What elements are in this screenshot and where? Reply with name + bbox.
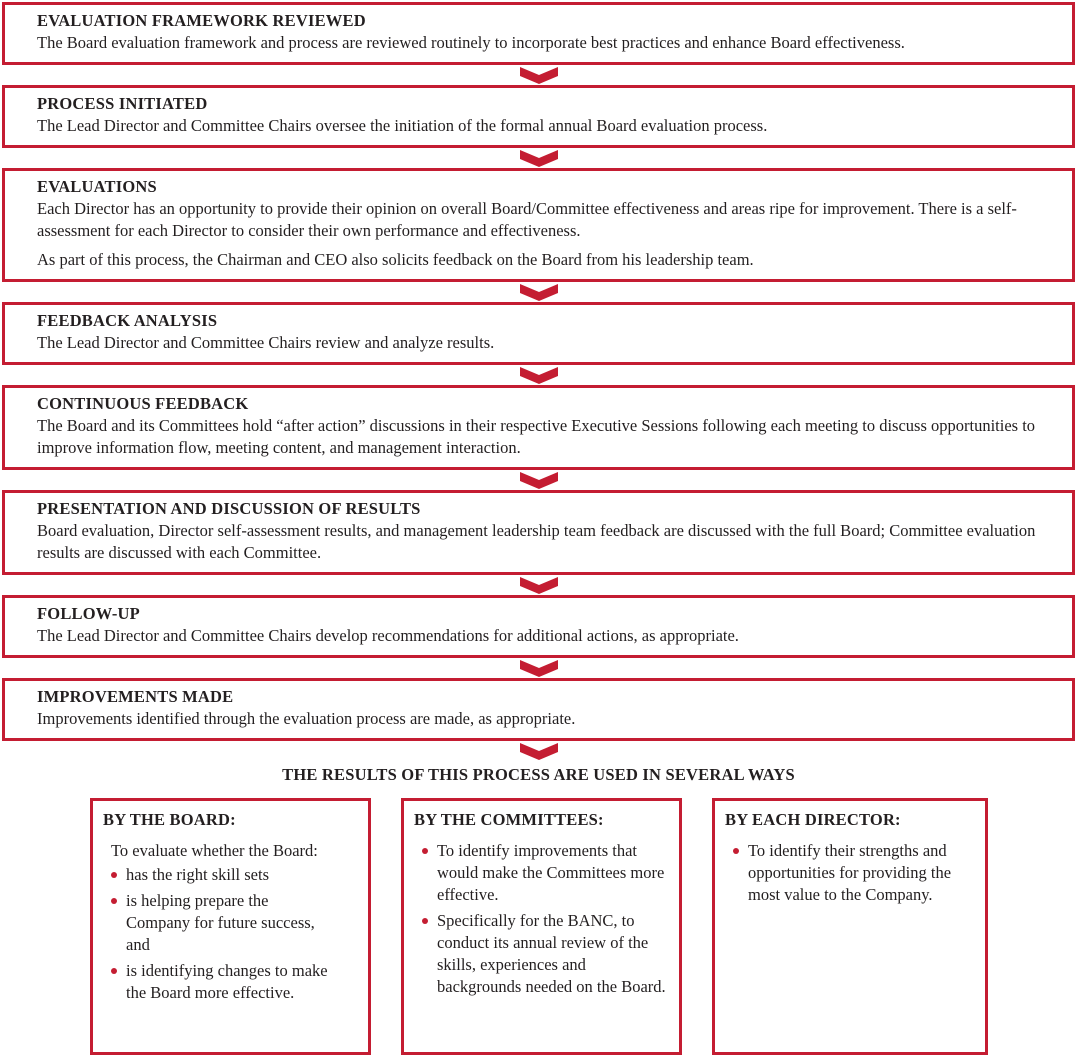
flow-step: [2, 85, 1075, 148]
results-section-title: THE RESULTS OF THIS PROCESS ARE USED IN SEVERAL WAYS: [282, 765, 795, 784]
result-bullet-text: To identify improvements that would make the Committees more effective.: [437, 841, 665, 904]
flow-arrow: [2, 365, 1075, 385]
flow-arrow: [2, 470, 1075, 490]
flow-arrow: [2, 658, 1075, 678]
chevron-down-icon: [520, 284, 558, 301]
result-bullet: [111, 890, 358, 956]
result-bullet: [422, 910, 669, 998]
flow-step: [2, 2, 1075, 65]
result-bullet: [111, 960, 358, 1004]
result-bullet-list: [414, 840, 669, 998]
flow-step: [2, 168, 1075, 282]
chevron-down-icon: [520, 472, 558, 489]
flow-step: [2, 490, 1075, 575]
bullet-dot-icon: [422, 918, 428, 924]
result-box: [712, 798, 988, 1055]
step-description: The Board and its Committees hold “after action” discussions in their respective Executive Sessions following each meeting to discuss opportunities to improve information flow, meeting content, and management interaction.: [37, 416, 1036, 457]
chevron-down-icon: [520, 660, 558, 677]
step-description: Each Director has an opportunity to provide their opinion on overall Board/Committee effectiveness and areas ripe for improvement. There is a self-assessment for each Director to consider their own performance and effectiveness.: [37, 199, 1017, 240]
chevron-down-icon: [520, 367, 558, 384]
result-bullet: [422, 840, 669, 906]
result-box: [401, 798, 682, 1055]
result-box: [90, 798, 371, 1055]
chevron-down-icon: [520, 743, 558, 760]
step-title: IMPROVEMENTS MADE: [37, 687, 234, 706]
step-description: Board evaluation, Director self-assessment results, and management leadership team feedback are discussed with the full Board; Committee evaluation results are discussed with each Committee.: [37, 521, 1036, 562]
bullet-dot-icon: [111, 968, 117, 974]
step-title: FOLLOW-UP: [37, 604, 140, 623]
bullet-dot-icon: [422, 848, 428, 854]
step-title: PROCESS INITIATED: [37, 94, 208, 113]
flow-arrow: [2, 282, 1075, 302]
flow-step: [2, 678, 1075, 741]
step-description: The Lead Director and Committee Chairs develop recommendations for additional actions, as appropriate.: [37, 626, 739, 645]
bullet-dot-icon: [111, 898, 117, 904]
flow-arrow: [2, 65, 1075, 85]
result-bullet: [733, 840, 975, 906]
chevron-down-icon: [520, 577, 558, 594]
result-box-title: BY THE BOARD:: [103, 810, 236, 829]
results-row: [2, 798, 1075, 1055]
flow-step: [2, 595, 1075, 658]
step-description: The Lead Director and Committee Chairs oversee the initiation of the formal annual Board evaluation process.: [37, 116, 768, 135]
step-description: Improvements identified through the evaluation process are made, as appropriate.: [37, 709, 576, 728]
bullet-dot-icon: [733, 848, 739, 854]
step-title: CONTINUOUS FEEDBACK: [37, 394, 249, 413]
result-bullet-text: is identifying changes to make the Board more effective.: [126, 961, 328, 1002]
result-box-intro: To evaluate whether the Board:: [111, 841, 318, 860]
flow-step: [2, 385, 1075, 470]
result-bullet-text: Specifically for the BANC, to conduct its annual review of the skills, experiences and backgrounds needed on the Board.: [437, 911, 666, 996]
step-title: EVALUATIONS: [37, 177, 157, 196]
step-title: EVALUATION FRAMEWORK REVIEWED: [37, 11, 366, 30]
step-title: FEEDBACK ANALYSIS: [37, 311, 218, 330]
bullet-dot-icon: [111, 872, 117, 878]
result-bullet-text: has the right skill sets: [126, 865, 269, 884]
step-description: The Board evaluation framework and process are reviewed routinely to incorporate best practices and enhance Board effectiveness.: [37, 33, 905, 52]
result-bullet: [111, 864, 358, 886]
process-flow: [2, 2, 1075, 761]
result-box-title: BY THE COMMITTEES:: [414, 810, 604, 829]
result-bullet-text: is helping prepare the Company for future success, and: [126, 891, 315, 954]
flow-arrow: [2, 741, 1075, 761]
flow-arrow: [2, 148, 1075, 168]
result-box-title: BY EACH DIRECTOR:: [725, 810, 901, 829]
chevron-down-icon: [520, 150, 558, 167]
step-description: As part of this process, the Chairman and CEO also solicits feedback on the Board from his leadership team.: [37, 250, 754, 269]
flow-step: [2, 302, 1075, 365]
flow-arrow: [2, 575, 1075, 595]
result-bullet-list: [103, 864, 358, 1004]
step-description: The Lead Director and Committee Chairs review and analyze results.: [37, 333, 495, 352]
step-title: PRESENTATION AND DISCUSSION OF RESULTS: [37, 499, 421, 518]
chevron-down-icon: [520, 67, 558, 84]
result-bullet-text: To identify their strengths and opportunities for providing the most value to the Company.: [748, 841, 952, 904]
result-bullet-list: [725, 840, 975, 906]
